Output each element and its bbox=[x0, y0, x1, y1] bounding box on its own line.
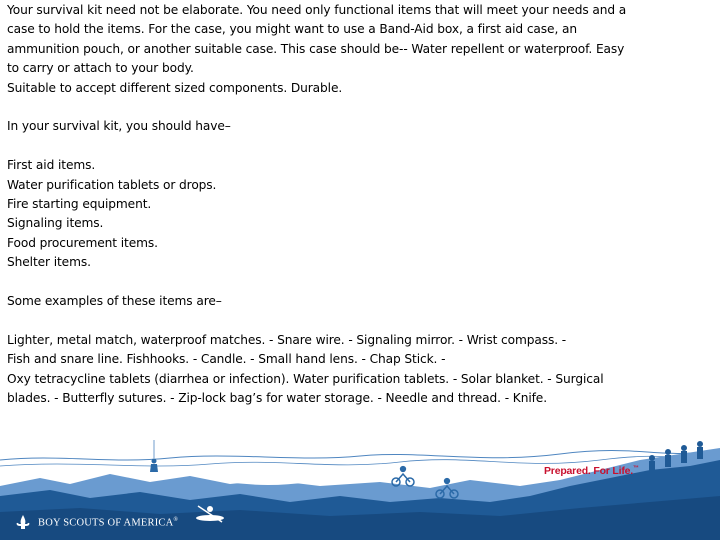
kit-item: Food procurement items. bbox=[7, 235, 158, 250]
document-body bbox=[7, 1, 715, 408]
kit-item: First aid items. bbox=[7, 158, 96, 173]
kit-item: Fire starting equipment. bbox=[7, 197, 152, 212]
examples-line: Oxy tetracycline tablets (diarrhea or infection). Water purification tablets. - Solar blanket. - Surgical bbox=[7, 371, 604, 386]
kit-item: Water purification tablets or drops. bbox=[7, 177, 217, 192]
spacer bbox=[7, 137, 715, 156]
kit-item: Signaling items. bbox=[7, 216, 104, 231]
bsa-logo bbox=[14, 512, 178, 534]
spacer bbox=[7, 98, 715, 117]
org-name: BOY SCOUTS OF AMERICA® bbox=[38, 517, 179, 529]
intro-line: ammunition pouch, or another suitable case. This case should be-- Water repellent or waterproof. Easy bbox=[7, 41, 625, 56]
examples-line: Lighter, metal match, waterproof matches. - Snare wire. - Signaling mirror. - Wrist compass. - bbox=[7, 332, 567, 347]
kit-item: Shelter items. bbox=[7, 255, 91, 270]
fleur-de-lis-icon bbox=[14, 514, 32, 532]
have-heading: In your survival kit, you should have– bbox=[7, 119, 231, 134]
spacer bbox=[7, 311, 715, 330]
examples-line: Fish and snare line. Fishhooks. - Candle. - Small hand lens. - Chap Stick. - bbox=[7, 352, 446, 367]
intro-line: to carry or attach to your body. bbox=[7, 61, 194, 76]
climber-icon bbox=[150, 440, 158, 472]
intro-line: Your survival kit need not be elaborate. You need only functional items that will meet your needs and a bbox=[7, 3, 627, 17]
intro-line: case to hold the items. For the case, you might want to use a Band-Aid box, a first aid case, an bbox=[7, 22, 577, 37]
spacer bbox=[7, 273, 715, 292]
cyclist-icon bbox=[392, 467, 414, 486]
examples-line: blades. - Butterfly sutures. - Zip-lock bag’s for water storage. - Needle and thread. - Knife. bbox=[7, 391, 547, 406]
tagline: Prepared. For Life.™ bbox=[544, 465, 639, 477]
intro-line: Suitable to accept different sized components. Durable. bbox=[7, 80, 343, 95]
examples-heading: Some examples of these items are– bbox=[7, 294, 222, 309]
